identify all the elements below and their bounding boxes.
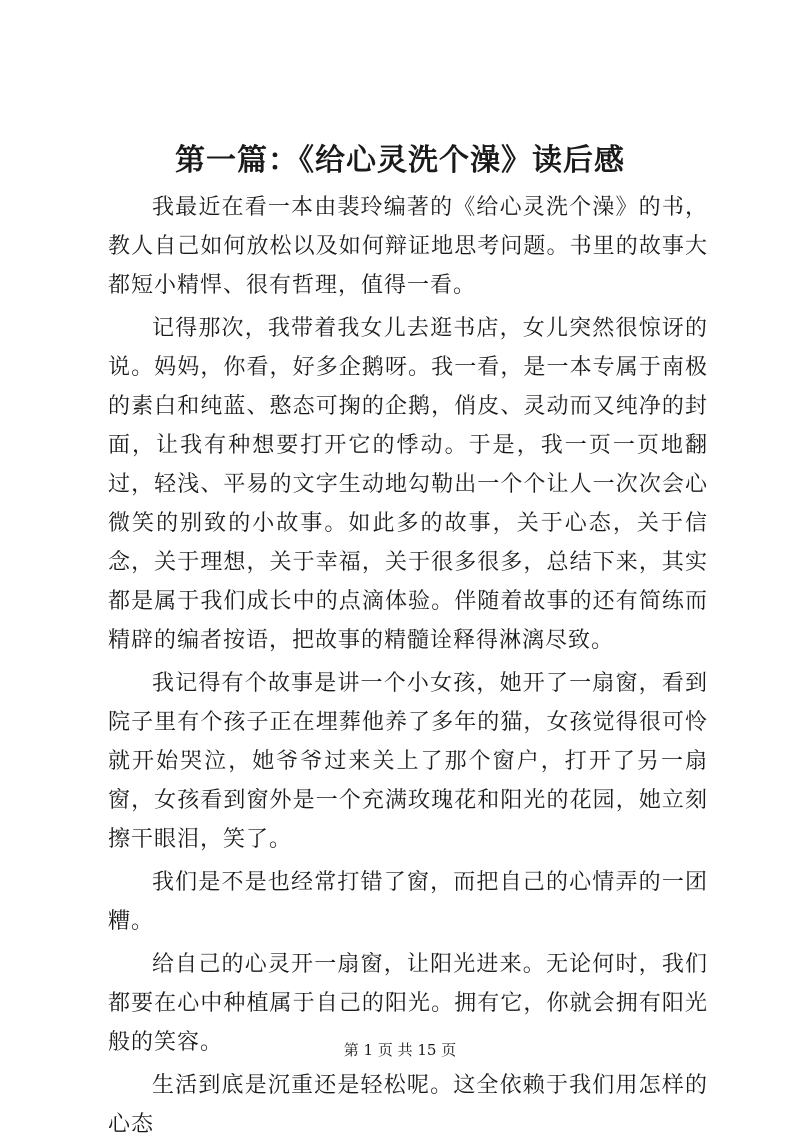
paragraph-1: 我最近在看一本由裴玲编著的《给心灵洗个澡》的书，教人自己如何放松以及如何辩证地思考问题。书里的故事大都短小精悍、很有哲理，值得一看。 [108,195,708,298]
paragraph-2: 记得那次，我带着我女儿去逛书店，女儿突然很惊讶的说。妈妈，你看，好多企鹅呀。我一看，是一本专属于南极的素白和纯蓝、憨态可掬的企鹅，俏皮、灵动而又纯净的封面，让我有种想要打开它的悸动。于是，我一页一页地翻过，轻浅、平易的文字生动地勾勒出一个个让人一次次会心微笑的别致的小故事。如此多的故事，关于心态，关于信念，关于理想，关于幸福，关于很多很多，总结下来，其实都是属于我们成长中的点滴体验。伴随着故事的还有简练而精辟的编者按语，把故事的精髓诠释得淋漓尽致。 [108,316,708,653]
page-footer: 第 1 页 共 15 页 [343,1041,457,1059]
paragraph-5: 给自己的心灵开一扇窗，让阳光进来。无论何时，我们都要在心中种植属于自己的阳光。拥有它，你就会拥有阳光般的笑容。 [108,952,708,1055]
paragraph-3: 我记得有个故事是讲一个小女孩，她开了一扇窗，看到院子里有个孩子正在埋葬他养了多年的猫，女孩觉得很可怜就开始哭泣，她爷爷过来关上了那个窗户，打开了另一扇窗，女孩看到窗外是一个充满玫瑰花和阳光的花园，她立刻擦干眼泪，笑了。 [108,671,708,852]
paragraph-4: 我们是不是也经常打错了窗，而把自己的心情弄的一团糟。 [108,870,708,934]
document-title: 第一篇：《给心灵洗个澡》读后感 [175,143,625,178]
document-body [108,188,708,1148]
paragraph-6: 生活到底是沉重还是轻松呢。这全依赖于我们用怎样的心态 [108,1073,708,1137]
